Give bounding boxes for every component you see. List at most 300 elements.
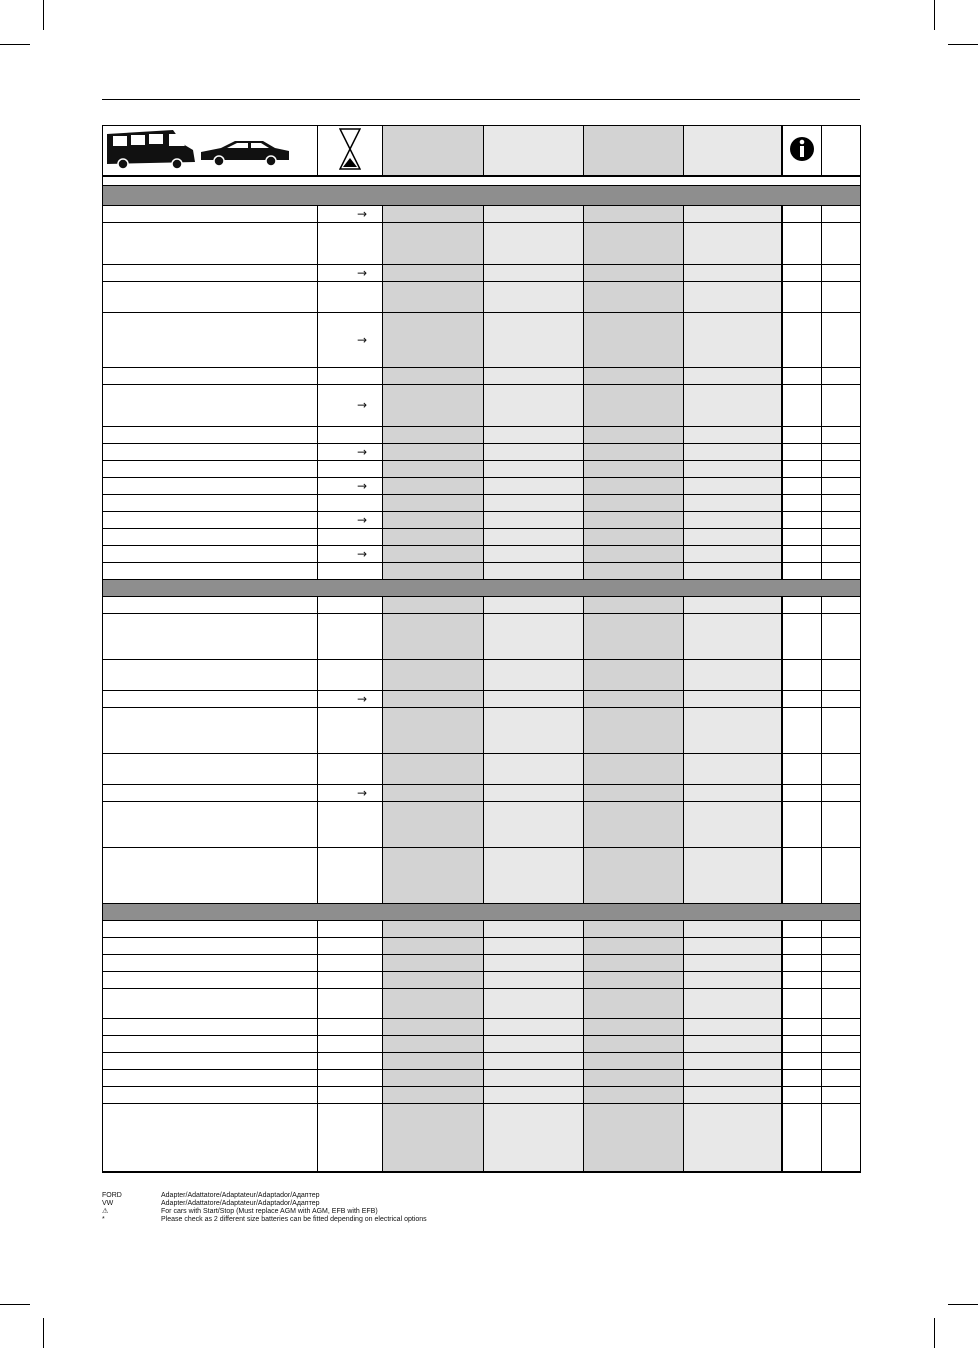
table-cell	[684, 1171, 782, 1172]
table-row	[103, 659, 861, 690]
table-row	[103, 264, 861, 281]
table-row	[103, 1171, 861, 1172]
table-cell	[318, 954, 383, 971]
table-cell	[822, 264, 861, 281]
table-cell	[484, 1018, 584, 1035]
table-cell	[782, 690, 822, 707]
table-cell	[103, 954, 318, 971]
table-cell	[383, 367, 484, 384]
table-cell	[782, 954, 822, 971]
table-cell	[103, 281, 318, 312]
table-cell	[782, 659, 822, 690]
table-cell	[318, 784, 383, 801]
info-icon	[789, 136, 815, 162]
table-cell	[484, 460, 584, 477]
table-cell	[822, 971, 861, 988]
table-cell	[584, 426, 684, 443]
arrow-icon: →	[356, 478, 368, 493]
table-cell	[782, 784, 822, 801]
table-cell	[822, 384, 861, 426]
table-cell	[484, 801, 584, 847]
table-cell	[484, 1035, 584, 1052]
table-cell	[782, 443, 822, 460]
table-cell	[383, 545, 484, 562]
table-cell	[484, 988, 584, 1018]
table-cell	[103, 528, 318, 545]
table-cell	[383, 511, 484, 528]
table-cell	[822, 1018, 861, 1035]
table-cell	[584, 1086, 684, 1103]
table-cell	[684, 1052, 782, 1069]
table-cell	[383, 596, 484, 613]
table-cell	[484, 847, 584, 903]
table-cell	[584, 784, 684, 801]
table-cell	[383, 847, 484, 903]
legend-key: *	[102, 1216, 105, 1223]
table-row	[103, 222, 861, 264]
table-cell	[684, 443, 782, 460]
table-cell	[484, 707, 584, 753]
table-cell	[318, 528, 383, 545]
table-cell	[383, 971, 484, 988]
table-row	[103, 281, 861, 312]
table-cell	[383, 1018, 484, 1035]
table-cell	[484, 659, 584, 690]
table-cell	[318, 494, 383, 511]
table-cell	[318, 1171, 383, 1172]
legend-item	[102, 1208, 427, 1216]
column-header-2	[484, 126, 584, 177]
table-cell	[484, 1052, 584, 1069]
table-cell	[782, 937, 822, 954]
table-cell	[782, 460, 822, 477]
arrow-icon: →	[356, 332, 368, 347]
table-cell	[584, 1018, 684, 1035]
table-cell	[484, 596, 584, 613]
table-cell	[318, 659, 383, 690]
table-cell	[684, 801, 782, 847]
table-cell	[318, 988, 383, 1018]
table-cell	[822, 460, 861, 477]
table-cell	[782, 847, 822, 903]
table-cell	[103, 511, 318, 528]
table-cell	[584, 659, 684, 690]
table-cell	[584, 477, 684, 494]
table-cell	[782, 613, 822, 659]
table-cell	[822, 1069, 861, 1086]
table-cell	[584, 971, 684, 988]
arrow-icon: →	[356, 206, 368, 221]
table-cell	[822, 801, 861, 847]
table-cell	[484, 937, 584, 954]
table-cell	[484, 443, 584, 460]
table-cell	[318, 205, 383, 222]
table-cell	[103, 1171, 318, 1172]
table-cell	[584, 511, 684, 528]
table-cell	[822, 1171, 861, 1172]
table-cell	[782, 205, 822, 222]
table-cell	[383, 753, 484, 784]
table-cell	[782, 801, 822, 847]
table-cell	[684, 690, 782, 707]
table-cell	[103, 562, 318, 579]
legend-item	[102, 1192, 427, 1200]
table-row	[103, 920, 861, 937]
table-cell	[782, 707, 822, 753]
table-cell	[103, 1018, 318, 1035]
table-cell	[484, 1103, 584, 1171]
table-cell	[822, 511, 861, 528]
table-cell	[318, 690, 383, 707]
table-cell	[684, 545, 782, 562]
hourglass-icon	[339, 128, 361, 170]
table-cell	[383, 707, 484, 753]
table-cell	[822, 920, 861, 937]
table-cell	[103, 494, 318, 511]
table-row	[103, 545, 861, 562]
column-header-4	[684, 126, 782, 177]
table-cell	[103, 988, 318, 1018]
table-cell	[484, 613, 584, 659]
table-cell	[318, 1086, 383, 1103]
table-cell	[684, 784, 782, 801]
table-row	[103, 596, 861, 613]
table-cell	[782, 1018, 822, 1035]
header-gap	[103, 176, 861, 185]
column-header-3	[584, 126, 684, 177]
table-cell	[684, 659, 782, 690]
table-row	[103, 312, 861, 367]
table-cell	[584, 707, 684, 753]
section-row	[103, 903, 861, 920]
table-cell	[318, 1052, 383, 1069]
table-cell	[318, 971, 383, 988]
table-cell	[782, 1086, 822, 1103]
table-cell	[584, 920, 684, 937]
column-header-1	[383, 126, 484, 177]
table-cell	[822, 659, 861, 690]
table-cell	[822, 753, 861, 784]
table-row	[103, 494, 861, 511]
table-row	[103, 971, 861, 988]
table-cell	[684, 205, 782, 222]
table-cell	[584, 222, 684, 264]
table-cell	[484, 205, 584, 222]
table-cell	[684, 1018, 782, 1035]
table-cell	[584, 954, 684, 971]
table-cell	[383, 1103, 484, 1171]
van-car-icons	[103, 126, 315, 172]
table-cell	[822, 596, 861, 613]
table-row	[103, 528, 861, 545]
crop-mark	[948, 44, 978, 45]
table-row	[103, 1069, 861, 1086]
legend-key: FORD	[102, 1192, 122, 1199]
table-cell	[383, 920, 484, 937]
table-cell	[383, 1052, 484, 1069]
crop-mark	[43, 0, 44, 30]
table-cell	[584, 1103, 684, 1171]
table-cell	[822, 690, 861, 707]
table-row	[103, 1052, 861, 1069]
table-cell	[684, 920, 782, 937]
table-cell	[103, 659, 318, 690]
table-cell	[484, 494, 584, 511]
table-cell	[584, 1171, 684, 1172]
table-cell	[782, 596, 822, 613]
arrow-icon: →	[356, 398, 368, 412]
table-cell	[684, 937, 782, 954]
car-icon	[201, 141, 289, 166]
table-row	[103, 1035, 861, 1052]
legend	[102, 1192, 427, 1224]
table-cell	[318, 562, 383, 579]
table-cell	[484, 477, 584, 494]
table-cell	[383, 562, 484, 579]
table-cell	[684, 384, 782, 426]
table-cell	[103, 1103, 318, 1171]
table-cell	[822, 613, 861, 659]
table-cell	[782, 222, 822, 264]
table-cell	[782, 1035, 822, 1052]
table-row	[103, 937, 861, 954]
table-cell	[103, 1086, 318, 1103]
table-cell	[584, 690, 684, 707]
arrow-icon: →	[356, 546, 368, 561]
table-cell	[684, 954, 782, 971]
table-cell	[684, 264, 782, 281]
table-row	[103, 954, 861, 971]
table-cell	[782, 477, 822, 494]
legend-item	[102, 1200, 427, 1208]
table-row	[103, 1018, 861, 1035]
table-cell	[484, 1069, 584, 1086]
legend-item	[102, 1216, 427, 1224]
arrow-icon: →	[356, 691, 368, 706]
table-cell	[383, 205, 484, 222]
table-cell	[318, 1103, 383, 1171]
table-row	[103, 707, 861, 753]
table-cell	[822, 937, 861, 954]
table-cell	[822, 1052, 861, 1069]
table-cell	[584, 460, 684, 477]
table-cell	[684, 477, 782, 494]
table-cell	[318, 1035, 383, 1052]
table-cell	[822, 426, 861, 443]
table-cell	[383, 801, 484, 847]
table-cell	[584, 1069, 684, 1086]
table-cell	[822, 988, 861, 1018]
table-cell	[484, 367, 584, 384]
table-cell	[584, 596, 684, 613]
table-row	[103, 1103, 861, 1171]
table-cell	[484, 784, 584, 801]
table-row	[103, 511, 861, 528]
table-cell	[822, 528, 861, 545]
table-cell	[782, 511, 822, 528]
crop-mark	[948, 1304, 978, 1305]
table-cell	[383, 494, 484, 511]
table-cell	[584, 205, 684, 222]
table-row	[103, 460, 861, 477]
table-cell	[584, 528, 684, 545]
table-cell	[584, 443, 684, 460]
table-cell	[103, 920, 318, 937]
table-row	[103, 690, 861, 707]
table-cell	[684, 707, 782, 753]
table-cell	[782, 920, 822, 937]
table-cell	[383, 281, 484, 312]
table-cell	[584, 312, 684, 367]
table-cell	[484, 281, 584, 312]
table-row	[103, 847, 861, 903]
table-cell	[318, 596, 383, 613]
table-cell	[383, 784, 484, 801]
table-cell	[103, 1052, 318, 1069]
table-cell	[383, 659, 484, 690]
table-cell	[383, 312, 484, 367]
table-cell	[383, 384, 484, 426]
table-cell	[103, 443, 318, 460]
table-cell	[684, 528, 782, 545]
table-cell	[782, 971, 822, 988]
table-cell	[822, 281, 861, 312]
table-cell	[782, 1171, 822, 1172]
table-cell	[684, 312, 782, 367]
table-cell	[822, 1086, 861, 1103]
table-row	[103, 562, 861, 579]
table-cell	[103, 426, 318, 443]
table-cell	[684, 426, 782, 443]
table-cell	[318, 460, 383, 477]
table-cell	[684, 847, 782, 903]
table-cell	[684, 1086, 782, 1103]
table-cell	[383, 528, 484, 545]
table-cell	[584, 988, 684, 1018]
table-cell	[584, 801, 684, 847]
table-cell	[782, 264, 822, 281]
table-cell	[684, 596, 782, 613]
table-cell	[383, 1069, 484, 1086]
table-cell	[103, 753, 318, 784]
table-cell	[782, 562, 822, 579]
table-cell	[383, 443, 484, 460]
table-cell	[103, 384, 318, 426]
table-cell	[782, 384, 822, 426]
table-cell	[684, 1069, 782, 1086]
table-cell	[103, 1069, 318, 1086]
table-cell	[484, 954, 584, 971]
arrow-icon: →	[356, 785, 368, 800]
crop-mark	[0, 1304, 30, 1305]
arrow-icon: →	[356, 265, 368, 280]
legend-text: For cars with Start/Stop (Must replace AGM with AGM, EFB with EFB)	[161, 1208, 378, 1215]
table-cell	[822, 847, 861, 903]
table-cell	[584, 384, 684, 426]
table-cell	[684, 1103, 782, 1171]
table-cell	[484, 753, 584, 784]
table-cell	[584, 937, 684, 954]
table-cell	[484, 264, 584, 281]
table-row	[103, 443, 861, 460]
table-cell	[484, 690, 584, 707]
table-cell	[383, 954, 484, 971]
table-cell	[822, 367, 861, 384]
table-cell	[484, 222, 584, 264]
arrow-icon: →	[356, 512, 368, 527]
table-cell	[484, 1171, 584, 1172]
table-cell	[822, 443, 861, 460]
table-cell	[383, 426, 484, 443]
table-cell	[103, 971, 318, 988]
table-cell	[584, 613, 684, 659]
table-cell	[584, 1035, 684, 1052]
table-cell	[383, 264, 484, 281]
table-cell	[484, 562, 584, 579]
table-cell	[103, 1035, 318, 1052]
table-cell	[103, 937, 318, 954]
table-cell	[782, 545, 822, 562]
table-cell	[584, 264, 684, 281]
top-rule	[102, 99, 860, 100]
table-cell	[684, 222, 782, 264]
crop-mark	[934, 0, 935, 30]
table-cell	[584, 753, 684, 784]
table-cell	[684, 753, 782, 784]
table-cell	[684, 367, 782, 384]
table-header	[103, 126, 861, 177]
table-cell	[383, 988, 484, 1018]
table-cell	[383, 613, 484, 659]
table-cell	[782, 1069, 822, 1086]
table-cell	[318, 426, 383, 443]
table-cell	[822, 494, 861, 511]
table-cell	[684, 562, 782, 579]
table-cell	[318, 477, 383, 494]
table-cell	[103, 545, 318, 562]
table-cell	[318, 1069, 383, 1086]
table-cell	[318, 511, 383, 528]
table-cell	[103, 596, 318, 613]
table-cell	[484, 971, 584, 988]
table-cell	[584, 847, 684, 903]
extra-header-cell	[822, 126, 861, 177]
table-cell	[383, 477, 484, 494]
table-cell	[103, 205, 318, 222]
table-cell	[103, 222, 318, 264]
table-cell	[318, 264, 383, 281]
table-cell	[822, 545, 861, 562]
table-cell	[584, 545, 684, 562]
table-cell	[822, 1103, 861, 1171]
section-row	[103, 579, 861, 596]
table-cell	[103, 312, 318, 367]
table-cell	[103, 690, 318, 707]
table-cell	[383, 460, 484, 477]
table-row	[103, 801, 861, 847]
table-cell	[318, 753, 383, 784]
table-cell	[103, 707, 318, 753]
legend-text: Adapter/Adattatore/Adaptateur/Adaptador/Адаптер	[161, 1192, 320, 1199]
table-cell	[318, 443, 383, 460]
table-cell	[484, 312, 584, 367]
table-cell	[782, 494, 822, 511]
table-row	[103, 426, 861, 443]
arrow-icon: →	[356, 444, 368, 459]
table-cell	[103, 367, 318, 384]
table-cell	[684, 988, 782, 1018]
table-row	[103, 753, 861, 784]
